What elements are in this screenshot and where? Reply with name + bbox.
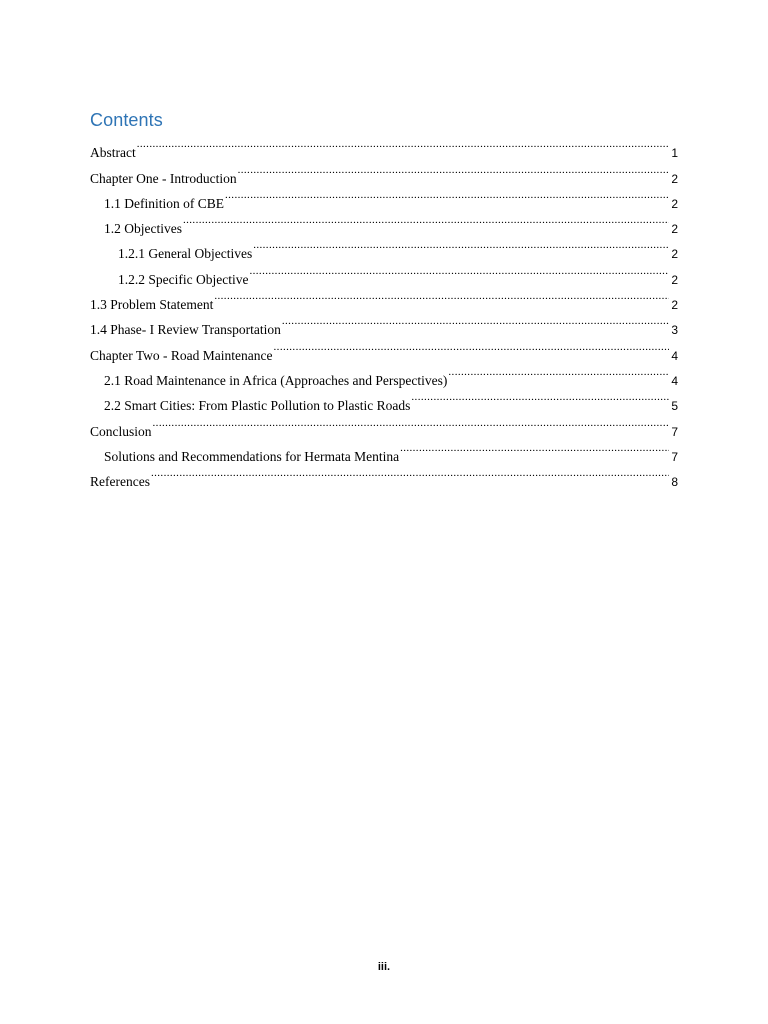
dot-leader [282,309,669,334]
toc-entry-problem-statement[interactable] [90,284,678,313]
dot-leader [411,385,669,410]
toc-entry-page: 3 [671,323,678,338]
toc-entry-page: 7 [671,424,678,439]
toc-entry-page: 2 [671,222,678,237]
toc-entry-page: 5 [671,399,678,414]
dot-leader [214,284,669,309]
toc-entry-page: 2 [671,171,678,186]
toc-entry-smart-cities[interactable] [90,385,678,414]
toc-entry-specific-objective[interactable] [90,258,678,287]
toc-entry-references[interactable] [90,461,678,490]
toc-entry-title: Chapter Two - Road Maintenance [90,347,273,363]
toc-entry-page: 2 [671,298,678,313]
toc-entry-title: References [90,474,150,490]
dot-leader [253,233,669,258]
dot-leader [151,461,669,486]
dot-leader [153,410,669,435]
toc-entry-title: 1.3 Problem Statement [90,297,214,313]
dot-leader [183,208,669,233]
dot-leader [225,183,669,208]
toc-entry-page: 8 [671,475,678,490]
toc-entry-page: 4 [671,373,678,388]
toc-entry-solutions-recommendations[interactable] [90,436,678,464]
toc-entry-page: 4 [671,348,678,363]
footer-page-number: iii. [377,961,391,973]
toc-entry-page: 7 [671,449,678,464]
toc-entry-conclusion[interactable] [90,410,678,439]
toc-entry-title: 1.1 Definition of CBE [104,195,224,211]
toc-entry-title: 2.1 Road Maintenance in Africa (Approaches and Perspectives) [104,372,448,388]
toc-entry-title: Conclusion [90,423,152,439]
toc-entry-title: 1.4 Phase- I Review Transportation [90,322,281,338]
toc-entry-page: 1 [671,146,678,161]
toc-entry-page: 2 [671,272,678,287]
toc-entry-title: Solutions and Recommendations for Hermata Mentina [104,448,400,464]
dot-leader [400,436,669,461]
dot-leader [137,132,669,157]
toc-entry-phase-review[interactable] [90,309,678,338]
toc-entry-page: 2 [671,196,678,211]
toc-entry-title: Chapter One - Introduction [90,170,237,186]
toc-entry-title: 2.2 Smart Cities: From Plastic Pollution to Plastic Roads [104,398,411,414]
dot-leader [274,334,669,359]
toc-entry-abstract[interactable] [90,132,678,161]
dot-leader [448,360,669,385]
dot-leader [238,157,669,182]
toc-entry-page: 2 [671,247,678,262]
toc-entry-chapter-one[interactable] [90,157,678,186]
table-of-contents [90,132,678,490]
toc-entry-title: 1.2 Objectives [104,221,182,237]
toc-entry-title: 1.2.2 Specific Objective [118,271,249,287]
toc-heading: Contents [90,110,163,130]
toc-entry-title: 1.2.1 General Objectives [118,246,253,262]
toc-entry-road-maintenance-africa[interactable] [90,360,678,388]
toc-entry-general-objectives[interactable] [90,233,678,262]
toc-entry-title: Abstract [90,145,136,161]
toc-entry-chapter-two[interactable] [90,334,678,363]
toc-entry-objectives[interactable] [90,208,678,237]
toc-entry-definition-of-cbe[interactable] [90,183,678,211]
dot-leader [249,258,669,283]
